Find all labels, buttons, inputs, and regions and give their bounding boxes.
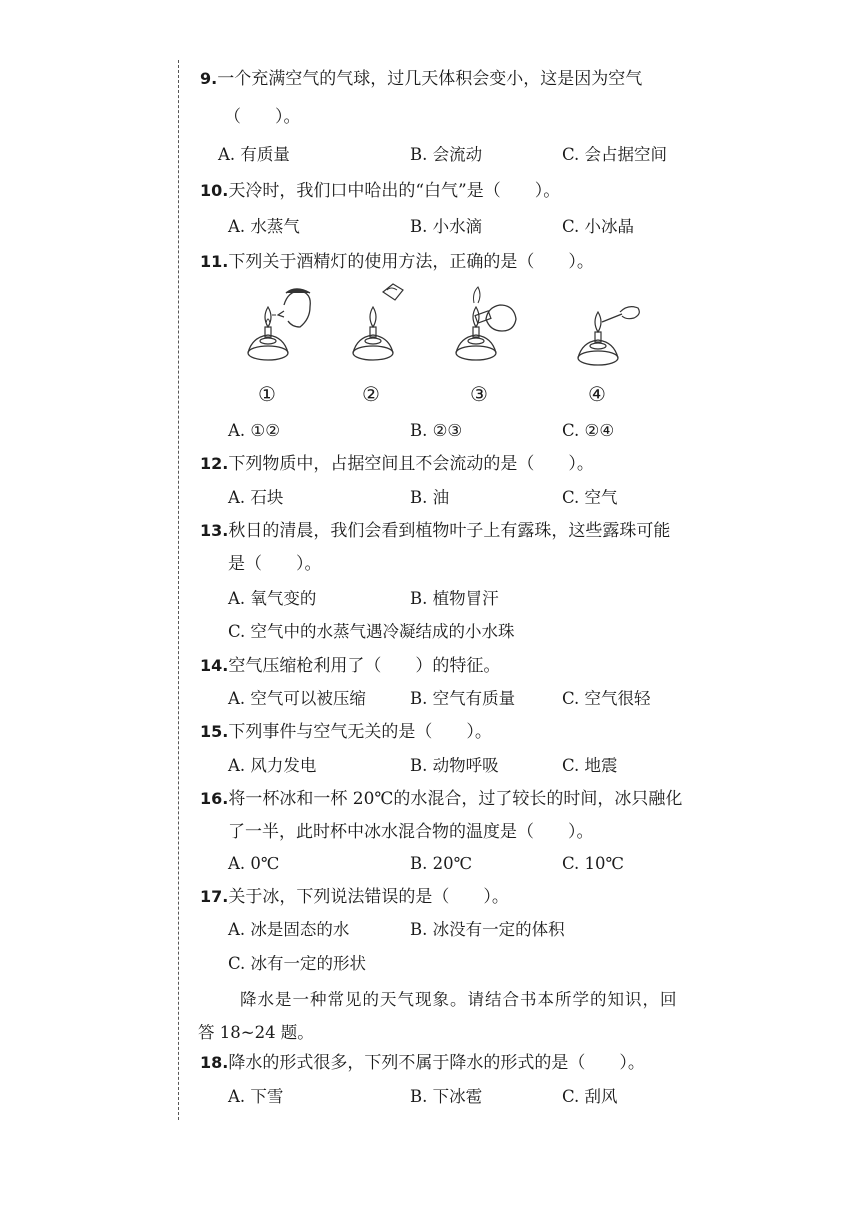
option[interactable]: B. 小水滴	[410, 217, 483, 236]
option[interactable]: A. 石块	[228, 488, 284, 507]
alcohol-lamp-lighting-figure	[446, 285, 526, 370]
intro-paragraph-line2: 答 18~24 题。	[198, 1023, 314, 1042]
intro-paragraph-line1: 降水是一种常见的天气现象。请结合书本所学的知识，回	[240, 990, 678, 1009]
question-11: 11.下列关于酒精灯的使用方法，正确的是（ ）。	[200, 252, 594, 272]
option[interactable]: C. 10℃	[562, 854, 624, 873]
option[interactable]: B. 会流动	[410, 145, 483, 164]
question-13: 13.秋日的清晨，我们会看到植物叶子上有露珠，这些露珠可能	[200, 521, 671, 541]
alcohol-lamp-blowing-figure	[236, 285, 316, 370]
question-10: 10.天冷时，我们口中哈出的“白气”是（ ）。	[200, 181, 561, 201]
option[interactable]: A. 冰是固态的水	[228, 920, 350, 939]
question-18: 18.降水的形式很多，下列不属于降水的形式的是（ ）。	[200, 1053, 645, 1073]
question-16-cont: 了一半，此时杯中冰水混合物的温度是（ ）。	[228, 822, 594, 842]
question-13-cont: 是（ ）。	[228, 554, 322, 574]
option[interactable]: A. 空气可以被压缩	[228, 689, 366, 708]
option[interactable]: A. ①②	[228, 421, 280, 440]
figure-label-3: ③	[470, 382, 488, 406]
alcohol-lamp-cap-figure	[343, 280, 413, 370]
option[interactable]: A. 风力发电	[228, 756, 317, 775]
option[interactable]: C. 空气	[562, 488, 618, 507]
option[interactable]: B. 冰没有一定的体积	[410, 920, 565, 939]
figure-label-2: ②	[362, 382, 380, 406]
question-9: 9.一个充满空气的气球，过几天体积会变小，这是因为空气	[200, 69, 643, 89]
option[interactable]: B. 油	[410, 488, 450, 507]
binding-cut-line	[178, 60, 179, 1120]
question-9-cont: （ ）。	[224, 107, 301, 127]
option[interactable]: A. 0℃	[228, 854, 280, 873]
option[interactable]: C. 刮风	[562, 1087, 618, 1106]
option[interactable]: C. 小冰晶	[562, 217, 635, 236]
question-15: 15.下列事件与空气无关的是（ ）。	[200, 722, 492, 742]
option[interactable]: A. 下雪	[228, 1087, 284, 1106]
option[interactable]: B. 20℃	[410, 854, 473, 873]
question-17: 17.关于冰，下列说法错误的是（ ）。	[200, 887, 509, 907]
option[interactable]: B. ②③	[410, 421, 463, 440]
question-14: 14.空气压缩枪利用了（ ）的特征。	[200, 656, 501, 676]
figure-label-1: ①	[258, 382, 276, 406]
option[interactable]: A. 有质量	[218, 145, 290, 164]
option[interactable]: C. 空气中的水蒸气遇冷凝结成的小水珠	[228, 622, 515, 641]
option[interactable]: C. 会占据空间	[562, 145, 668, 164]
option[interactable]: C. 冰有一定的形状	[228, 954, 367, 973]
option[interactable]: C. 地震	[562, 756, 618, 775]
option[interactable]: B. 动物呼吸	[410, 756, 499, 775]
option[interactable]: C. 空气很轻	[562, 689, 651, 708]
question-12: 12.下列物质中，占据空间且不会流动的是（ ）。	[200, 454, 594, 474]
option[interactable]: C. ②④	[562, 421, 615, 440]
option[interactable]: A. 氧气变的	[228, 589, 317, 608]
option[interactable]: B. 植物冒汗	[410, 589, 499, 608]
option[interactable]: A. 水蒸气	[228, 217, 300, 236]
option[interactable]: B. 空气有质量	[410, 689, 516, 708]
option[interactable]: B. 下冰雹	[410, 1087, 483, 1106]
figure-label-4: ④	[588, 382, 606, 406]
alcohol-lamp-match-figure	[572, 298, 652, 373]
question-16: 16.将一杯冰和一杯 20℃的水混合，过了较长的时间，冰只融化	[200, 789, 683, 809]
